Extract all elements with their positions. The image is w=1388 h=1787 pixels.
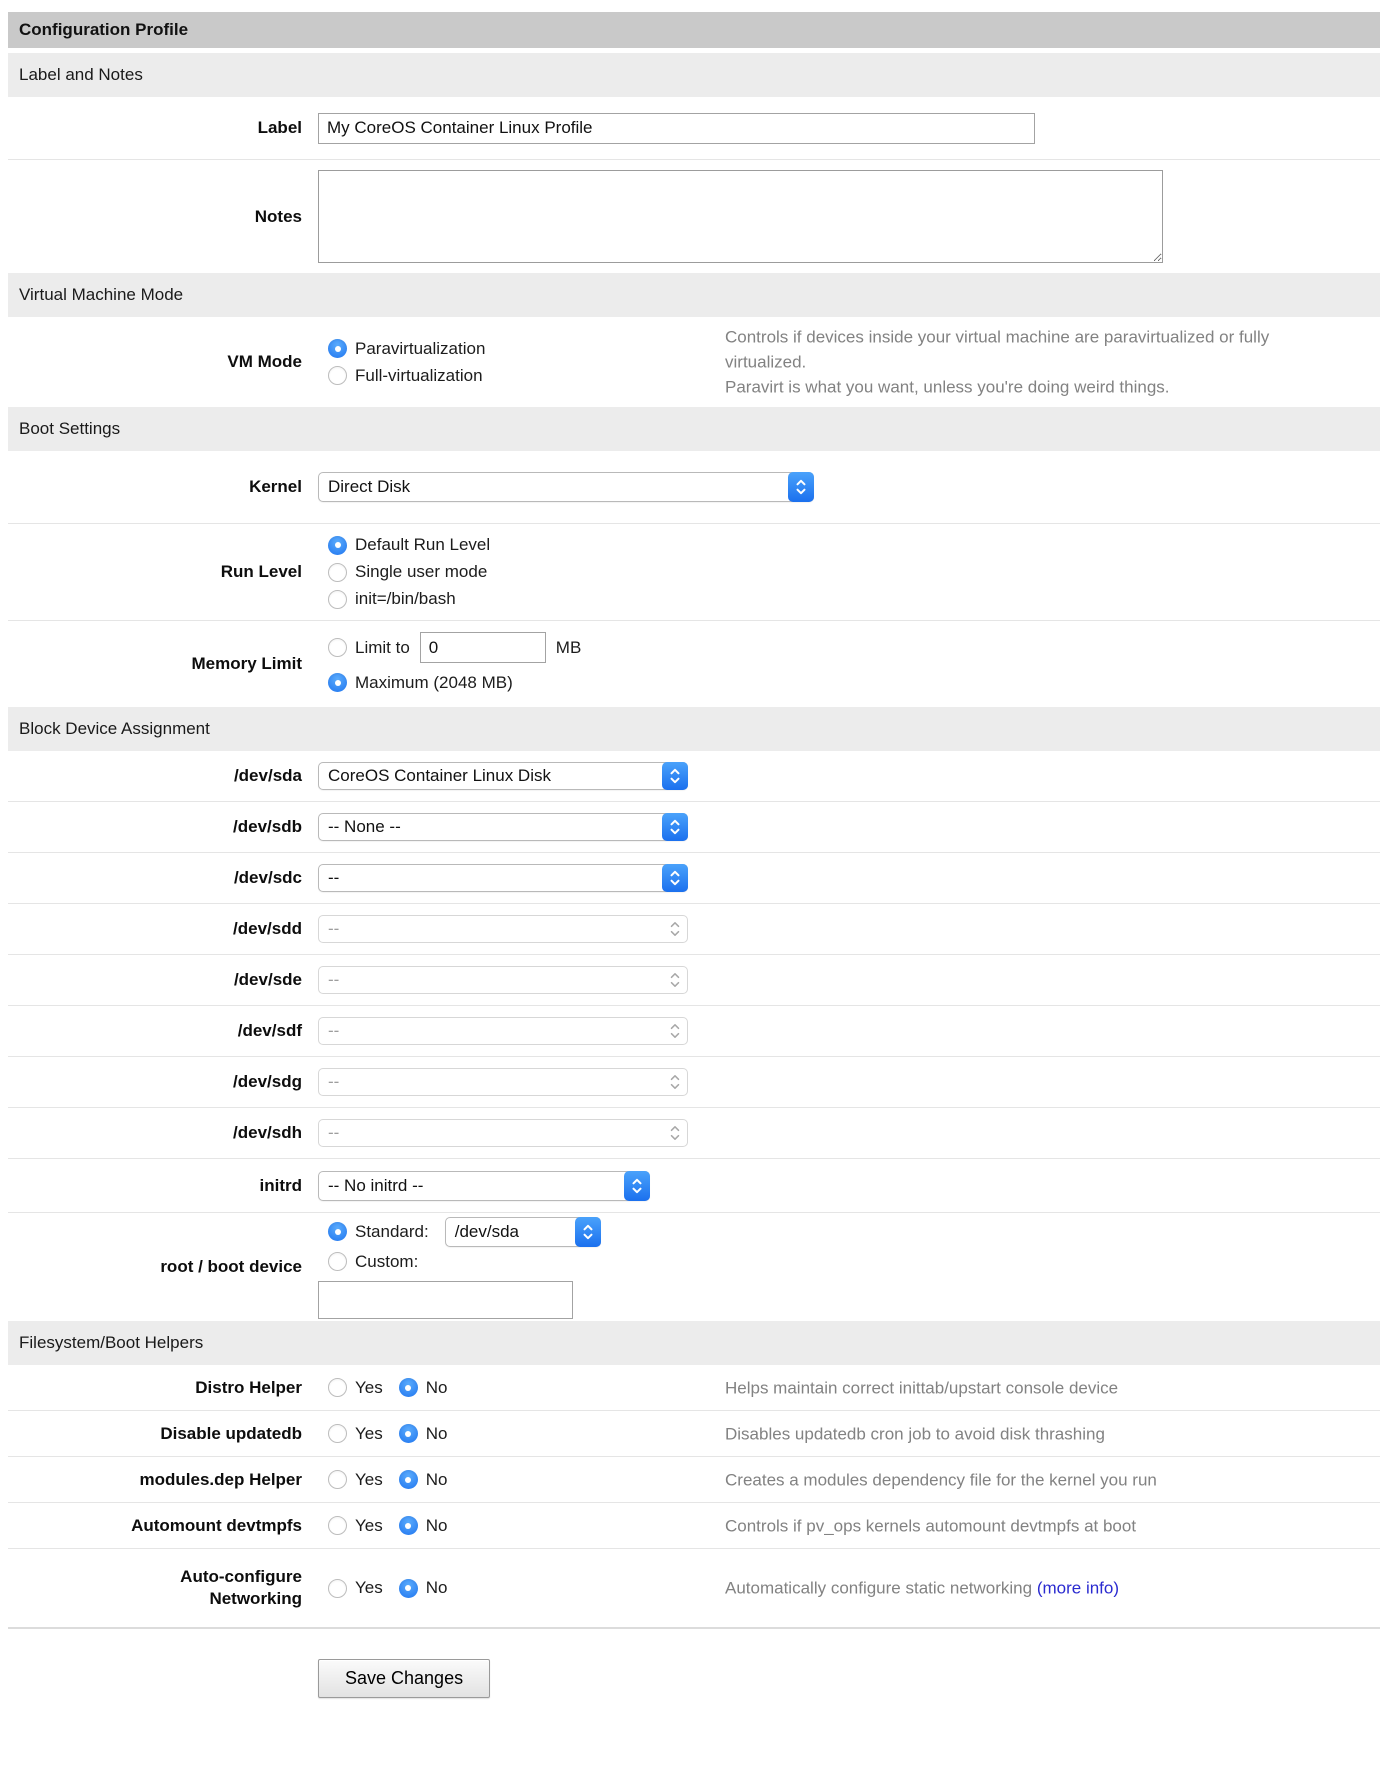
chevron-up-down-icon	[662, 966, 688, 994]
run-level-default-label: Default Run Level	[355, 535, 491, 554]
chevron-up-down-icon	[788, 472, 814, 502]
memory-limit-label: Memory Limit	[191, 654, 302, 673]
root-standard-label: Standard:	[355, 1221, 429, 1241]
dev-sda-label: /dev/sda	[233, 766, 302, 785]
disable-updatedb-no-radio[interactable]	[399, 1424, 418, 1443]
automount-devtmpfs-label: Automount devtmpfs	[131, 1515, 302, 1535]
disable-updatedb-row: Disable updatedb Yes No Disables updatedb cron job to avoid disk thrashing	[8, 1411, 1380, 1457]
root-custom-label: Custom:	[355, 1251, 419, 1271]
chevron-up-down-icon	[662, 1068, 688, 1096]
label-input[interactable]	[318, 113, 1035, 144]
dev-sda-select[interactable]: CoreOS Container Linux Disk	[318, 762, 688, 790]
automount-devtmpfs-no-radio[interactable]	[399, 1516, 418, 1535]
root-standard-radio[interactable]	[328, 1222, 347, 1241]
distro-helper-row: Distro Helper Yes No Helps maintain correct inittab/upstart console device	[8, 1365, 1380, 1411]
dev-sdd-select: --	[318, 915, 688, 943]
dev-sdg-select: --	[318, 1068, 688, 1096]
root-custom-radio[interactable]	[328, 1252, 347, 1271]
modules-dep-helper-help-text: Creates a modules dependency file for the kernel you run	[725, 1470, 1157, 1489]
kernel-row	[8, 451, 1380, 524]
kernel-select[interactable]	[318, 472, 814, 502]
automount-devtmpfs-yes-radio[interactable]	[328, 1516, 347, 1535]
panel-title: Configuration Profile	[19, 20, 189, 39]
dev-sdf-row	[8, 1006, 1380, 1057]
vm-mode-label: VM Mode	[227, 352, 302, 371]
notes-field-label: Notes	[254, 206, 302, 226]
dev-sde-select: --	[318, 966, 688, 994]
vm-mode-row	[8, 317, 1380, 407]
memory-maximum-radio[interactable]	[328, 673, 347, 692]
modules-dep-helper-yes-radio[interactable]	[328, 1470, 347, 1489]
label-row	[8, 97, 1380, 160]
vm-mode-paravirtualization-label: Paravirtualization	[355, 338, 486, 358]
section-heading: Label and Notes	[19, 65, 143, 84]
chevron-up-down-icon	[662, 762, 688, 790]
root-custom-device-input[interactable]	[318, 1281, 573, 1319]
section-virtual-machine-mode	[8, 273, 1380, 317]
run-level-init-bash-label: init=/bin/bash	[355, 589, 456, 608]
modules-dep-helper-no-radio[interactable]	[399, 1470, 418, 1489]
configuration-profile-panel	[8, 12, 1380, 1698]
memory-maximum-label: Maximum (2048 MB)	[355, 672, 513, 692]
chevron-up-down-icon	[662, 1017, 688, 1045]
save-row	[8, 1629, 1380, 1698]
disable-updatedb-label: Disable updatedb	[160, 1423, 302, 1443]
memory-unit-label: MB	[555, 637, 582, 657]
dev-sde-row	[8, 955, 1380, 1006]
memory-limit-to-label: Limit to	[355, 637, 410, 657]
section-block-device-assignment	[8, 707, 1380, 751]
chevron-up-down-icon	[575, 1217, 601, 1247]
dev-sdh-label: /dev/sdh	[233, 1123, 302, 1142]
auto-configure-networking-label: Auto-configure Networking	[180, 1567, 302, 1608]
distro-helper-help-text: Helps maintain correct inittab/upstart console device	[725, 1378, 1119, 1397]
vm-mode-paravirtualization-radio[interactable]	[328, 339, 347, 358]
distro-helper-no-radio[interactable]	[399, 1378, 418, 1397]
notes-row	[8, 160, 1380, 273]
chevron-up-down-icon	[662, 915, 688, 943]
chevron-up-down-icon	[662, 813, 688, 841]
dev-sdc-select[interactable]: --	[318, 864, 688, 892]
dev-sdb-select[interactable]: -- None --	[318, 813, 688, 841]
notes-textarea[interactable]	[318, 170, 1163, 263]
memory-limit-to-radio[interactable]	[328, 638, 347, 657]
label-field-label: Label	[257, 118, 302, 137]
disable-updatedb-help-text: Disables updatedb cron job to avoid disk thrashing	[725, 1424, 1105, 1443]
chevron-up-down-icon	[662, 1119, 688, 1147]
dev-sdb-row	[8, 802, 1380, 853]
dev-sda-row	[8, 751, 1380, 802]
section-heading: Block Device Assignment	[19, 719, 210, 738]
root-boot-device-label: root / boot device	[160, 1257, 302, 1276]
auto-configure-networking-yes-radio[interactable]	[328, 1579, 347, 1598]
auto-configure-networking-row: Auto-configure Networking Yes No Automatically configure static networking (more info)	[8, 1549, 1380, 1627]
chevron-up-down-icon	[662, 864, 688, 892]
distro-helper-label: Distro Helper	[195, 1377, 302, 1397]
disable-updatedb-yes-radio[interactable]	[328, 1424, 347, 1443]
save-button[interactable]: Save Changes	[318, 1659, 490, 1698]
run-level-init-bash-radio[interactable]	[328, 590, 347, 609]
chevron-up-down-icon	[624, 1171, 650, 1201]
run-level-single-user-radio[interactable]	[328, 563, 347, 582]
dev-sdd-label: /dev/sdd	[233, 919, 302, 938]
dev-sdc-label: /dev/sdc	[233, 868, 302, 887]
vm-mode-help-text: Controls if devices inside your virtual machine are paravirtualized or fully virtualized. Paravirt is what you want, unless you're doing weird things.	[725, 327, 1270, 397]
section-filesystem-boot-helpers	[8, 1321, 1380, 1365]
panel-header	[8, 12, 1380, 48]
run-level-row	[8, 524, 1380, 621]
root-boot-device-row	[8, 1213, 1380, 1321]
initrd-select[interactable]: -- No initrd --	[318, 1171, 650, 1201]
auto-configure-networking-help-text: Automatically configure static networking (more info)	[725, 1578, 1120, 1598]
auto-configure-networking-no-radio[interactable]	[399, 1579, 418, 1598]
dev-sdc-row	[8, 853, 1380, 904]
section-boot-settings	[8, 407, 1380, 451]
automount-devtmpfs-row: Automount devtmpfs Yes No Controls if pv_ops kernels automount devtmpfs at boot	[8, 1503, 1380, 1549]
initrd-label: initrd	[259, 1175, 302, 1195]
more-info-link[interactable]: (more info)	[1036, 1578, 1120, 1598]
dev-sdh-select: --	[318, 1119, 688, 1147]
vm-mode-full-virtualization-label: Full-virtualization	[355, 365, 483, 385]
run-level-single-user-label: Single user mode	[355, 562, 488, 581]
section-heading: Filesystem/Boot Helpers	[19, 1333, 204, 1352]
dev-sdg-row	[8, 1057, 1380, 1108]
dev-sdf-select: --	[318, 1017, 688, 1045]
distro-helper-yes-radio[interactable]	[328, 1378, 347, 1397]
dev-sde-label: /dev/sde	[233, 970, 302, 989]
initrd-row	[8, 1159, 1380, 1213]
run-level-default-radio[interactable]	[328, 536, 347, 555]
modules-dep-helper-label: modules.dep Helper	[139, 1469, 302, 1489]
dev-sdg-label: /dev/sdg	[233, 1072, 302, 1091]
kernel-select-value: Direct Disk	[328, 477, 411, 496]
run-level-label: Run Level	[220, 562, 302, 581]
dev-sdf-label: /dev/sdf	[237, 1021, 302, 1040]
memory-limit-input[interactable]	[420, 632, 546, 663]
kernel-label: Kernel	[249, 477, 302, 496]
dev-sdh-row	[8, 1108, 1380, 1159]
automount-devtmpfs-help-text: Controls if pv_ops kernels automount devtmpfs at boot	[725, 1516, 1137, 1535]
modules-dep-helper-row: modules.dep Helper Yes No Creates a modules dependency file for the kernel you run	[8, 1457, 1380, 1503]
section-heading: Virtual Machine Mode	[19, 285, 184, 304]
dev-sdb-label: /dev/sdb	[233, 817, 302, 836]
root-standard-device-select[interactable]: /dev/sda	[445, 1217, 601, 1247]
dev-sdd-row	[8, 904, 1380, 955]
section-heading: Boot Settings	[19, 419, 121, 438]
memory-limit-row	[8, 621, 1380, 707]
section-label-and-notes	[8, 53, 1380, 97]
vm-mode-full-virtualization-radio[interactable]	[328, 366, 347, 385]
